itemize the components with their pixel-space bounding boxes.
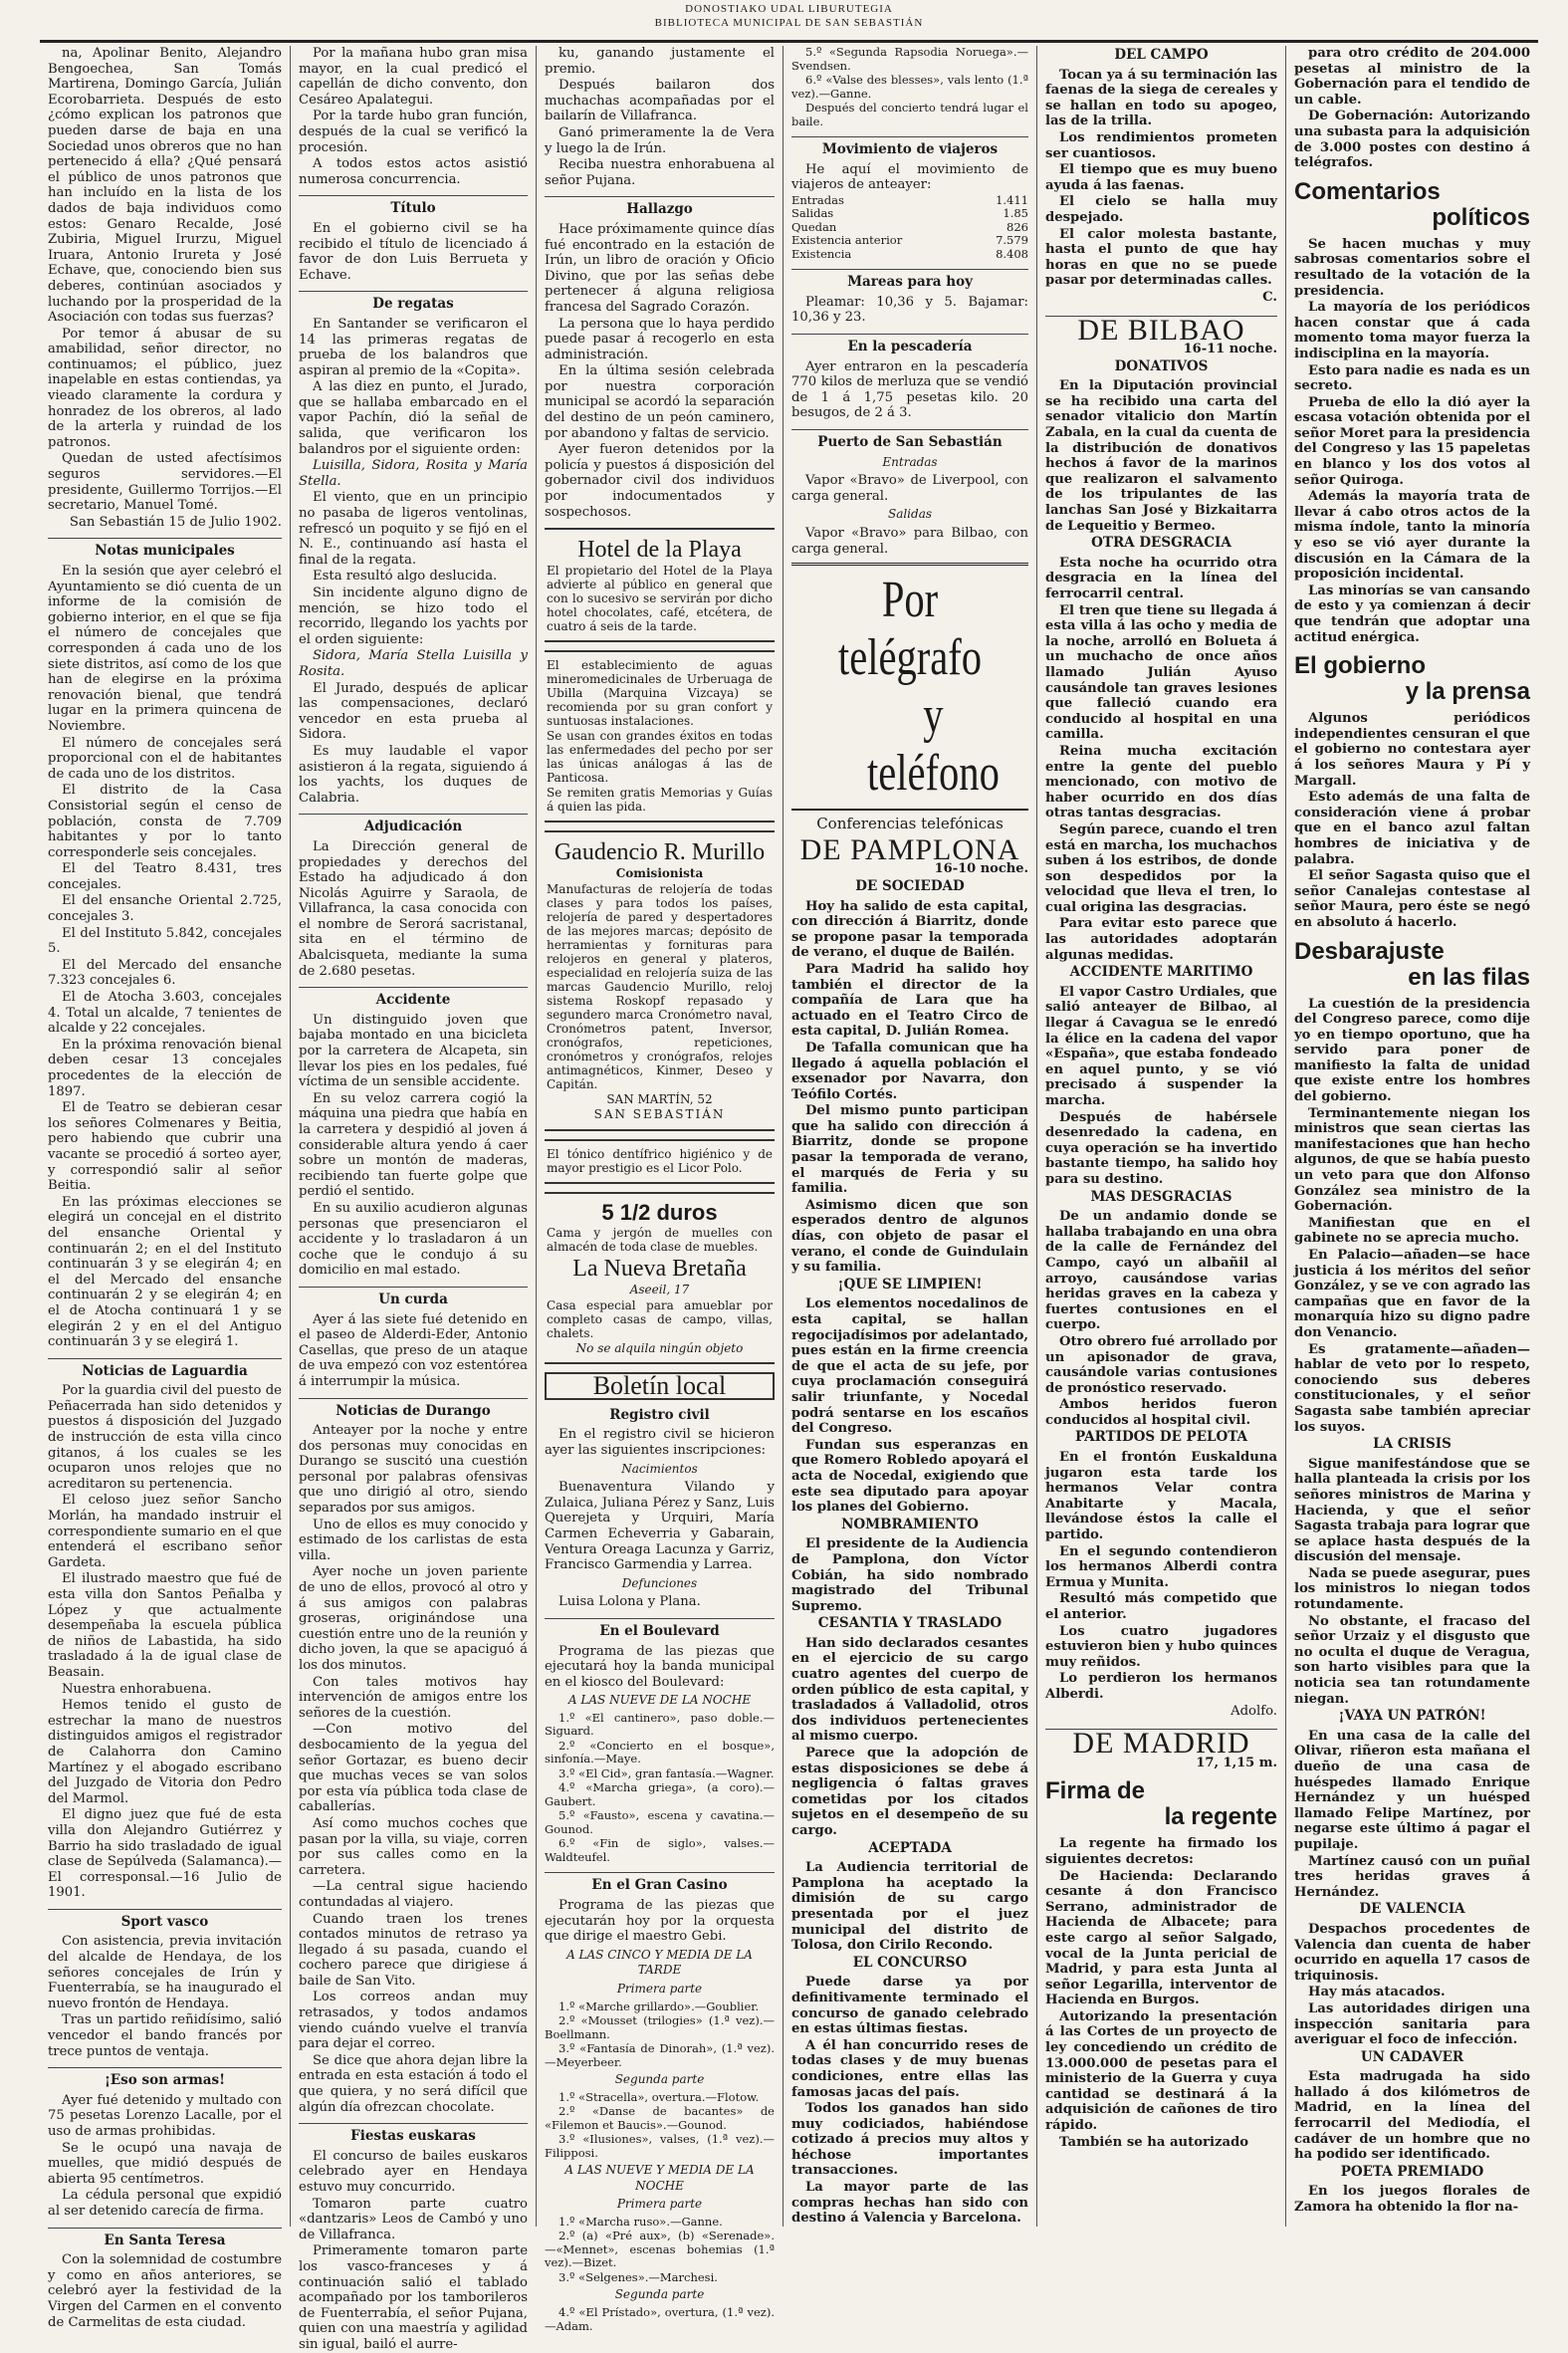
section-heading: En el Boulevard [545,1618,775,1640]
paragraph: Sigue manifestándose que se halla planteada la crisis por los señores ministros de Marina y Hacienda, y que el señor Sagasta trabaja para lograr que se aplace hasta después de la discusión del mensaje. [1294,1456,1530,1565]
paragraph: El Jurado, después de aplicar las compensaciones, declaró vencedor en esta prueba al Sidora. [299,680,528,743]
subheading: Nacimientos [621,1461,698,1476]
ad-text: El tónico dentífrico higiénico y de mayor prestigio es el Licor Polo. [547,1147,773,1175]
paragraph: Anteayer por la noche y entre dos personas muy conocidas en Durango se suscitó una cuestión personal por palabras ofensivas que uno dirigió al otro, siendo separados por sus amigos. [299,1423,528,1517]
section-heading: Un curda [299,1287,528,1308]
masthead [40,2,1538,43]
paragraph: Reciba nuestra enhorabuena al señor Pujana. [545,157,775,188]
paragraph: Martínez causó con un puñal tres heridas graves á Hernández. [1294,1853,1530,1900]
subheading: A LAS CINCO Y MEDIA DE LA TARDE [566,1947,753,1978]
list-item: 6.º «Fin de siglo», valses.—Waldteufel. [545,1836,775,1864]
paragraph: Luisa Lolona y Plana. [559,1594,701,1610]
section-heading: ¡VAYA UN PATRÓN! [1338,1708,1486,1725]
section-heading: DEL CAMPO [1114,47,1209,63]
paragraph: Las minorías se van cansando de esto y ya comienzan á decir que tendrán que adoptar una actitud enérgica. [1294,583,1530,645]
paragraph: En su auxilio acudieron algunas personas que presenciaron el accidente y lo trasladaron á un coche que le condujo á su domicilio en mal estado. [299,1200,528,1279]
paragraph: La cuestión de la presidencia del Congreso parece, como dije yo en tiempo oportuno, que ha servido para poner de manifiesto la falta de unidad que existe entre los hombres del gobierno. [1294,996,1530,1105]
section-heading: En el Gran Casino [545,1872,775,1894]
section-heading: Movimiento de viajeros [791,136,1028,158]
paragraph: El distrito de la Casa Consistorial según el censo de población, consta de 7.709 habitantes y por lo tanto corresponderle seis concejales. [48,783,282,860]
subheading: Salidas [887,507,933,522]
paragraph: Los rendimientos prometen ser cuantiosos. [1045,129,1277,161]
paragraph: Luisilla, Sidora, Rosita y María Stella. [299,458,528,489]
feature-heading-line2: en las filas [1408,963,1530,991]
ad-city: SAN SEBASTIÁN [593,1107,726,1122]
paragraph: Ayer noche un joven pariente de uno de ellos, provocó al otro y á sus amigos con palabras groseras, originándose una cuestión entre uno de la reunión y dicho joven, la que se apaciguó á los dos minutos. [299,1564,528,1673]
paragraph: Por temor á abusar de su amabilidad, señor director, no continuamos; el público, juez inapelable en estas contiendas, ya vieado claramente la cordura y honradez de los obreros, al lado de la arterla y ruindad de los patronos. [48,326,282,450]
program-list [545,2091,775,2161]
paragraph: —La central sigue haciendo contundadas al viajero. [299,1879,528,1910]
paragraph: De Tafalla comunican que ha llegado á aquella población el exsenador por Navarra, don Teófilo Cortés. [791,1040,1028,1102]
paragraph: En la última sesión celebrada por nuestra corporación municipal se acordó la separación del destino de un peón caminero, por abandono y faltas de servicio. [545,363,775,441]
paragraph: Fundan sus esperanzas en que Romero Robledo apoyará el acta de Nocedal, exigiendo que este sea diputado para apoyar los planes del Gobierno. [791,1437,1028,1516]
paragraph: Hace próximamente quince días fué encontrado en la estación de Irún, un libro de oración y Oficio Divino, que por las señas debe pertenecer á alguna religiosa francesa del Sagrado Corazón. [545,221,775,315]
paragraph: En Santander se verificaron el 14 las primeras regatas de prueba de los balandros que aspiran al premio de la «Copita». [299,316,528,378]
list-item: Después del concierto tendrá lugar el baile. [791,101,1028,128]
paragraph: El ilustrado maestro que fué de esta villa don Santos Peñalba y López y que actualmente desempeñaba la escuela pública de niños de Labastida, ha sido trasladado á la de igual clase de Beasain. [48,1571,282,1680]
paragraph: Con asistencia, previa invitación del alcalde de Hendaya, de los señores concejales de Irún y Fuenterrabía, se ha inaugurado el nuevo frontón de Hendaya. [48,1934,282,2011]
paragraph: Sin incidente alguno digno de mención, se hizo todo el recorrido, llegando los yachts por el orden siguiente: [299,586,528,647]
dateline: 16-11 noche. [1183,342,1277,357]
subheading: A LAS NUEVE Y MEDIA DE LA NOCHE [564,2163,755,2193]
section-heading: Noticias de Laguardia [48,1358,282,1380]
paragraph: Cuando traen los trenes contados minutos de retraso ya llegado á su pasada, cuando el cochero parece que dirigiese á baile de San Vito. [299,1911,528,1989]
table-value: 7.579 [996,233,1028,248]
table-row [791,221,1028,235]
paragraph: Ayer á las siete fué detenido en el paseo de Alderdi-Eder, Antonio Casellas, que preso de un ataque de uva empezó con voz estentórea á interrumpir la música. [299,1311,528,1389]
list-item: 6.º «Valse des blesses», vals lento (1.ª vez).—Ganne. [791,73,1028,101]
section-heading: OTRA DESGRACIA [1091,535,1232,552]
column-3 [537,46,784,2333]
section-heading: EL CONCURSO [852,1954,968,1971]
list-item: 3.º «Selgenes».—Marchesi. [559,2269,718,2284]
paragraph: Programa de las piezas que ejecutará hoy la banda municipal en el kiosco del Boulevard: [545,1643,775,1690]
list-item: 1.º «El cantinero», paso doble.—Siguard. [545,1710,775,1739]
subheading: Segunda parte [614,2287,705,2302]
section-heading: De regatas [299,291,528,313]
table-value: 1.411 [996,192,1028,207]
feature-heading-line2: y la prensa [1405,678,1530,706]
paragraph: Vapor «Bravo» para Bilbao, con carga general. [791,526,1028,557]
paragraph: Según parece, cuando el tren está en marcha, los muchachos suben á los estribos, de donde son despedidos por la velocidad que lleva el tren, lo cual origina las desgracias. [1045,822,1277,915]
paragraph: Resultó más competido que el anterior. [1045,1591,1277,1622]
list-item: 2.º «Mousset (trilogies» (1.ª vez).—Boellmann. [545,2013,775,2041]
program-list [791,46,1028,128]
telegraph-title-line1: Por telégrafo [837,572,983,687]
section-heading: CESANTIA Y TRASLADO [817,1615,1003,1632]
paragraph: Después de habérsele desenredado la cadena, en cuya operación se ha invertido bastante tiempo, ha salido hoy para su destino. [1045,1109,1277,1187]
paragraph: Del mismo punto participan que ha salido con dirección á Biarritz, donde se propone pasar la temporada de verano, el marqués de Feria y su familia. [791,1103,1028,1197]
subheading: Defunciones [621,1575,698,1590]
list-item: 3.º «Ilusiones», valses, (1.ª vez).—Filipposi. [545,2132,775,2160]
paragraph: Tomaron parte cuatro «dantzaris» Leos de Cambó y uno de Villafranca. [299,2196,528,2242]
section-heading: UN CADAVER [1360,2048,1464,2065]
paragraph: En el segundo contendieron los hermanos Alberdi contra Ermua y Munita. [1045,1543,1277,1590]
program-list [545,2216,775,2285]
table-label: Salidas [791,206,834,221]
list-item: 2.º (a) «Pré aux», (b) «Serenade».—«Mennet», escenas bohemias (1.ª vez).—Bizet. [545,2229,775,2270]
section-heading: NOMBRAMIENTO [841,1516,979,1532]
subheading: A LAS NUEVE DE LA NOCHE [567,1693,752,1708]
paragraph: Por la guardia civil del puesto de Peñacerrada han sido detenidos y puestos á disposición del Juzgado de instrucción de esta villa cinco gitanos, á los cuales se les ocuparon unos relojes que no acreditaron su pertenencia. [48,1383,282,1492]
paragraph: Hay más atacados. [1308,1985,1446,2000]
paragraph: Quedan de usted afectísimos seguros servidores.—El presidente, Guillermo Torrijos.—El secretario, Manuel Tomé. [48,451,282,514]
paragraph: En las próximas elecciones se elegirá un concejal en el distrito del ensanche Oriental y continuarán 2; en el del Instituto continuarán 3 y se elegirán 4; en el del Mercado del ensanche continuarán 2 y se elegirán 4; en el de Atocha continuará 1 y se elegirán 2 y en el del Antiguo continuarán 3 y se elegirá 1. [48,1194,282,1350]
column-5 [1037,46,1286,2227]
paragraph: Así como muchos coches que pasan por la villa, su viaje, corren por sus calles como en la carretera. [299,1815,528,1878]
ad-title: 5 1/2 duros [601,1200,718,1225]
paragraph: La persona que lo haya perdido puede pasar á recogerlo en esta administración. [545,316,775,362]
paragraph: Ayer fué detenido y multado con 75 pesetas Lorenzo Lacalle, por el uso de armas prohibidas. [48,2092,282,2139]
paragraph: A todos estos actos asistió numerosa concurrencia. [299,156,528,187]
table-value: 1.85 [1003,206,1028,221]
paragraph: El celoso juez señor Sancho Morlán, ha mandado instruir el correspondiente sumario en el que entenderá el escribano señor Gardeta. [48,1493,282,1570]
paragraph: A las diez en punto, el Jurado, que se hallaba embarcado en el vapor Pachín, dió la señal de salida, que verificaron los balandros por el siguiente orden: [299,379,528,457]
dateline: San Sebastián 15 de Julio 1902. [69,514,282,530]
program-list [545,2306,775,2333]
paragraph: En el frontón Euskalduna jugaron esta tarde los hermanos Velar contra Anabitarte y Macala, llevándose éstos la calle el partido. [1045,1450,1277,1543]
paragraph: Buenaventura Vilando y Zulaica, Juliana Pérez y Sanz, Luis Querejeta y Urquiri, María Carmen Echeverria y Gabarain, Ventura Oreaga Lacunza y Garriz, Francisco Garmendia y Larrea. [545,1480,775,1573]
paragraph: Esto además de una falta de consideración viene á probar que en el banco azul faltan hombres de iniciativa y de palabra. [1294,790,1530,867]
paragraph: Otro obrero fué arrollado por un apisonador de grava, causándole varias contusiones de pronóstico reservado. [1045,1333,1277,1396]
paragraph: Por la mañana hubo gran misa mayor, en la cual predicó el capellán de dicho convento, don Cesáreo Apalategui. [299,46,528,108]
ad-address: SAN MARTÍN, 52 [606,1091,713,1106]
paragraph: El presidente de la Audiencia de Pamplona, don Víctor Cobián, ha sido nombrado magistrado del Tribunal Supremo. [791,1536,1028,1614]
section-heading: Sport vasco [48,1909,282,1931]
paragraph: La mayor parte de las compras hechas han sido con destino á Valencia y Barcelona. [791,2180,1028,2227]
paragraph: Hemos tenido el gusto de estrechar la mano de nuestros distinguidos amigos el registrador de Calahorra don Camino Martínez y el abogado escribano del Juzgado de Vitoria don Pedro del Marmol. [48,1698,282,1806]
list-item: 5.º «Segunda Rapsodia Noruega».—Svendsen. [791,45,1028,73]
section-heading: Registro civil [609,1406,710,1423]
paragraph: La mayoría de los periódicos hacen constar que á cada momento toma mayor fuerza la indisciplina en la mayoría. [1294,300,1530,361]
section-heading: Adjudicación [299,814,528,835]
section-heading: Mareas para hoy [791,269,1028,291]
paragraph: Ayer entraron en la pescadería 770 kilos de merluza que se vendió de 1 á 1,75 pesetas kilo. 20 besugos, de 2 á 3. [791,358,1028,421]
paragraph: Se hacen muchas y muy sabrosas comentarios sobre el resultado de la votación de la presidencia. [1294,236,1530,299]
list-item: 1.º «Marcha ruso».—Ganne. [559,2214,723,2229]
paragraph: Hoy ha salido de esta capital, con dirección á Biarritz, donde se propone pasar la temporada de verano, el duque de Bailén. [791,898,1028,961]
paragraph: Se dice que ahora dejan libre la entrada en esta estación á todo el que quiera, y no será difícil que algún día ofrezcan chocolate. [299,2052,528,2115]
ad-text: Casa especial para amueblar por completo casas de campo, villas, chalets. [547,1297,773,1340]
paragraph: Terminantemente niegan los ministros que sean ciertas las manifestaciones que han hecho algunos, de que se había puesto un veto para que don Alfonso González sea ministro de la Gobernación. [1294,1105,1530,1215]
dateline: 16-10 noche. [934,861,1028,877]
feature-heading [1294,653,1530,705]
paragraph: Esta resultó algo deslucida. [313,569,498,585]
ad-text: Manufacturas de relojería de todas clases y para todos los países, relojería de pared y despertadores de las mejores marcas; depósito de herramientas y fornituras para relojeros en general y plateros, especialidad en relojería suiza de las marcas Gaudencio Murillo, reloj sistema Roskopf repasado y segundero marca Cronómetro naval, Cronómetros patent, Inversor, cronógrafos, repeticiones, cronómetros y cronógrafos, relojes antimagnéticos, Kinmer, Deseo y Capitán. [547,881,773,1091]
ad-title: Hotel de la Playa [577,537,742,564]
paragraph: Un distinguido joven que bajaba montado en una bicicleta por la carretera de Alcapeta, sin llevar los pies en los pedales, fué víctima de un sensible accidente. [299,1012,528,1090]
section-heading: En la pescadería [791,334,1028,355]
paragraph: El digno juez que fué de esta villa don Alejandro Gutiérrez y Barrio ha sido trasladado de igual clase de Sepúlveda (Salamanca).—El corresponsal.—16 Julio de 1901. [48,1807,282,1901]
section-heading: DE SOCIEDAD [855,877,965,894]
ad-text: Se remiten gratis Memorias y Guías á quien las pida. [547,786,773,815]
traveler-table [791,194,1028,262]
paragraph: La Dirección general de propiedades y derechos del Estado ha adjudicado á don Nicolás Aguirre y Saraola, de Villafranca, la casa conocida con el nombre de Serorá sacristanal, sita en el término de Abalcisqueta, mediante la suma de 2.680 pesetas. [299,838,528,979]
feature-heading [1294,179,1530,231]
feature-heading-line1: El gobierno [1294,652,1426,680]
paragraph: Despachos procedentes de Valencia dan cuenta de haber ocurrido en aquella 17 casos de triquinosis. [1294,1921,1530,1984]
section-heading: Accidente [299,987,528,1009]
masthead-line2: BIBLIOTECA MUNICIPAL DE SAN SEBASTIÁN [654,17,924,29]
paragraph: El número de concejales será proporcional con el de habitantes de cada uno de los distritos. [48,735,282,782]
table-value: 826 [1007,219,1028,234]
newspaper-page [40,45,1538,2352]
section-heading: ACCIDENTE MARITIMO [1069,964,1253,981]
signature: Adolfo. [1231,1703,1277,1719]
paragraph: Puede darse ya por definitivamente terminado el concurso de ganado celebrado en estas últimas fiestas. [791,1975,1028,2037]
city-heading: DE PAMPLONA [799,832,1020,866]
paragraph: De un andamio donde se hallaba trabajando en una obra de la calle de Fernández del Campo, cayó un albañil al arroyo, causándose varias heridas graves en la cabeza y fuertes contusiones en el cuerpo. [1045,1209,1277,1333]
table-row [791,248,1028,262]
paragraph: El tren que tiene su llegada á esta villa á las ocho y media de la noche, arrolló en Bolueta á un muchacho de once años llamado Julián Ayuso causándole tan graves lesiones que falleció cuando era conducido al hospital en una camilla. [1045,602,1277,743]
section-heading: LA CRISIS [1373,1436,1452,1453]
paragraph: De Gobernación: Autorizando una subasta para la adquisición de 3.000 postes con destino á telégrafos. [1294,109,1530,171]
list-item: 3.º «Fantasía de Dinorah», (1.ª vez).—Meyerbeer. [545,2041,775,2069]
paragraph: Lo perdieron los hermanos Alberdi. [1045,1671,1277,1702]
paragraph: He aquí el movimiento de viajeros de anteayer: [791,161,1028,193]
conferences-label: Conferencias telefónicas [816,815,1004,833]
feature-heading-line1: Comentarios [1294,177,1441,205]
advertisement-dentifrice [545,1139,775,1184]
section-heading: ACEPTADA [868,1839,952,1856]
telegraph-banner [791,563,1028,811]
table-row [791,194,1028,208]
paragraph: A él han concurrido reses de todas clases y de muy buenas condiciones, entre ellas las famosas jacas del país. [791,2037,1028,2100]
signature: C. [1262,289,1277,305]
paragraph: Los elementos nocedalinos de esta capital, se hallan regocijadísimos por adelantado, pues están en la firme creencia de que el acta de su jefe, por cuya proclamación conseguirá salir triunfante, y Nocedal podrá sentarse en los escaños del Congreso. [791,1296,1028,1437]
paragraph: También se ha autorizado [1059,2134,1249,2150]
paragraph: Después bailaron dos muchachas acompañadas por el bailarín de Villafranca. [545,78,775,124]
paragraph: Tocan ya á su terminación las faenas de la siega de cereales y se hallan en todo su apogeo, las de la trilla. [1045,67,1277,129]
advertisement-hotel [545,528,775,642]
feature-heading [1045,1778,1277,1830]
section-heading: DE VALENCIA [1359,1901,1465,1918]
paragraph: Para Madrid ha salido hoy también el director de la compañía de Lara que ha actuado en el Teatro Circo de esta capital, D. Julián Romea. [791,961,1028,1040]
paragraph: En la Diputación provincial se ha recibido una carta del senador vitalicio don Martín Zabala, en la cual da cuenta de la distribución de donativos hechos á favor de la marinos que realizaron el salvamento de los tripulantes de las lanchas San José y Bizkaitarra de Lequeitio y Bermeo. [1045,378,1277,534]
paragraph: Nada se puede asegurar, pues los ministros lo niegan todos rotundamente. [1294,1565,1530,1613]
table-label: Quedan [791,219,837,234]
city-heading: DE BILBAO [1045,316,1277,339]
ad-text: El propietario del Hotel de la Playa advierte al público en general que con lo sucesivo se servirán por dicho hotel chocolates, café, etcétera, de cuatro á seis de la tarde. [547,564,773,634]
paragraph: Algunos periódicos independientes censuran el que el gobierno no contestara ayer á los señores Maura y Pí y Margall. [1294,711,1530,789]
masthead-line1: DONOSTIAKO UDAL LIBURUTEGIA [685,3,893,15]
paragraph: Nuestra enhorabuena. [62,1681,212,1697]
list-item: 2.º «Danse de bacantes» de «Filemon et Baucis».—Gounod. [545,2104,775,2132]
section-heading: Notas municipales [48,538,282,560]
paragraph: En una casa de la calle del Olivar, riñeron esta mañana el dueño de una casa de huéspedes llamado Enrique Hernández y un huésped llamado Felipe Martínez, por negarse este último á pagar el pupilaje. [1294,1728,1530,1852]
paragraph: La cédula personal que expidió al ser detenido carecía de firma. [48,2188,282,2219]
advertisement-furniture [545,1192,775,1364]
program-list [545,2000,775,2070]
paragraph: Primeramente tomaron parte los vasco-franceses y á continuación salió el tablado acompañado por los tamborileros de Fuenterrabía, el señor Pujana, quien con una maestría y agilidad sin igual, bailó el aurre- [299,2243,528,2352]
city-heading: DE MADRID [1045,1729,1277,1752]
ad-title: Gaudencio R. Murillo [554,839,766,866]
section-heading: En Santa Teresa [48,2228,282,2249]
paragraph: Manifiestan que en el gabinete no se aprecia mucho. [1294,1215,1530,1247]
feature-heading [1294,939,1530,991]
paragraph: El de Atocha 3.603, concejales 4. Total un alcalde, 7 tenientes de alcalde y 22 concejales. [48,990,282,1037]
column-1 [40,46,291,2330]
list-item: 4.º «Marcha griega», (a coro).—Gaubert. [545,1780,775,1808]
paragraph: El concurso de bailes euskaros celebrado ayer en Hendaya estuvo muy concurrido. [299,2148,528,2195]
dateline: 17, 1,15 m. [1196,1755,1277,1770]
table-row [791,234,1028,248]
boletin-local-title: Boletín local [545,1372,775,1400]
section-heading: PARTIDOS DE PELOTA [1074,1429,1248,1446]
paragraph: Reina mucha excitación entre la gente del pueblo mencionado, con motivo de haber ocurrido en dos días otras tantas desgracias. [1045,743,1277,822]
paragraph: Para evitar esto parece que las autoridades adoptarán algunas medidas. [1045,916,1277,963]
paragraph: El de Teatro se debieran cesar los señores Colmenares y Beitia, pero habiendo que cubrir una vacante se procedió á sorteo ayer, y correspondió salir al señor Beitia. [48,1100,282,1194]
table-label: Existencia anterior [791,233,903,248]
section-heading: Título [299,195,528,217]
section-heading: Hallazgo [545,196,775,218]
paragraph: El del Teatro 8.431, tres concejales. [48,861,282,892]
list-item: 4.º «El Prístado», overtura, (1.ª vez).—Adam. [545,2305,775,2333]
program-list [545,1712,775,1865]
list-item: 1.º «Stracella», overtura.—Flotow. [559,2089,760,2104]
feature-heading-line2: la regente [1164,1803,1277,1831]
paragraph: Autorizando la presentación á las Cortes de un proyecto de ley concediendo un crédito de 13.000.000 de pesetas para el ministerio de la Guerra y cuya cantidad se destinará á la adquisición de cañones de tiro rápido. [1045,2008,1277,2134]
ad-note: No se alquila ningún objeto [575,1340,744,1355]
paragraph: En la sesión que ayer celebró el Ayuntamiento se dió cuenta de un informe de la comisión de gobierno interior, en el que se fija el número de concejales que corresponden á cada uno de los siete distritos, así como de los que han de elegirse en la próxima renovación bienal, que tendrá lugar en la primera quincena de Noviembre. [48,564,282,734]
paragraph: El señor Sagasta quiso que el señor Canalejas contestase al señor Maura, pero éste se negó en absoluto á hacerlo. [1294,868,1530,930]
list-item: 2.º «Concierto en el bosque», sinfonía.—Maye. [545,1738,775,1766]
column-6 [1286,46,1538,2227]
ad-text: Cama y jergón de muelles con almacén de toda clase de muebles. [547,1226,773,1254]
paragraph: Todos los ganados han sido muy codiciados, habiéndose cotizado á precios muy altos y héchose importantes transacciones. [791,2101,1028,2179]
paragraph: Las autoridades dirigen una inspección sanitaria para averiguar el foco de infección. [1294,2000,1530,2048]
paragraph: Es muy laudable el vapor asistieron á la regata, siguiendo á los yachts, los duques de Calabria. [299,743,528,806]
table-label: Entradas [791,192,844,207]
paragraph: En el gobierno civil se ha recibido el título de licenciado á favor de don Luis Berrueta y Echave. [299,220,528,283]
paragraph: En el registro civil se hicieron ayer las siguientes inscripciones: [545,1427,775,1458]
paragraph: De Hacienda: Declarando cesante á don Francisco Serrano, administrador de Hacienda de Albacete; para este cargo al señor Salgado, vocal de la Junta pericial de Madrid, y para esta Junta al señor Legarilla, interventor de Hacienda en Burgos. [1045,1868,1277,2008]
section-heading: ¡QUE SE LIMPIEN! [837,1276,983,1293]
paragraph: na, Apolinar Benito, Alejandro Bengoechea, San Tomás Martirena, Domingo García, Julián Ecorobarrieta. Después de esto ¿cómo explican los patronos que pueden darse de baja en una Sociedad unos obreros que no han pertenecido á ella? ¿Qué pensará el público de unos patronos que han incluído en la lista de los dados de baja individuos como estos: Genaro Recalde, José Zubiria, Miguel Irurzu, Miguel Iruara, Antonio Irureta y José Echave, que, conociendo bien sus deberes, continúan asociados y luchando por la prosperidad de la Asociación con todas sus fuerzas? [48,46,282,326]
paragraph: Pleamar: 10,36 y 5. Bajamar: 10,36 y 23. [791,294,1028,326]
paragraph: Los correos andan muy retrasados, y todos andamos viendo cuándo vuelve el tranvía para dejar el correo. [299,1990,528,2052]
paragraph: Esto para nadie es nada es un secreto. [1294,362,1530,394]
paragraph: El calor molesta bastante, hasta el punto de que hay horas en que no se puede pasar por determinadas calles. [1045,226,1277,289]
paragraph: En su veloz carrera cogió la máquina una piedra que había en la carretera y despidió al joven á considerable altura yendo á caer sobre un montón de maderas, recibiendo tan fuerte golpe que perdió el sentido. [299,1090,528,1200]
paragraph: El cielo se halla muy despejado. [1045,194,1277,225]
table-label: Existencia [791,246,852,261]
advertisement-spa [545,650,775,823]
paragraph: Se le ocupó una navaja de muelles, que midió después de abierta 95 centímetros. [48,2140,282,2187]
paragraph: La Audiencia territorial de Pamplona ha aceptado la dimisión de su cargo presentada por el juez municipal del distrito de Tolosa, don Cirilo Recondo. [791,1860,1028,1954]
section-heading: ¡Eso son armas! [48,2067,282,2089]
section-heading: Puerto de San Sebastián [791,429,1028,451]
paragraph: El vapor Castro Urdiales, que salió anteayer de Bilbao, al llegar á Cavagua se le enredó la élice en la cadena del vapor «España», que estaba fondeado en aquel punto, y se vió precisado á suspender la marcha. [1045,984,1277,1108]
paragraph: El viento, que en un principio no pasaba de ligeros ventolinas, refrescó un poquito y se fijó en el N. E., continuando así hasta el final de la regata. [299,490,528,568]
subheading: Primera parte [616,1981,703,1996]
subheading: Entradas [882,454,938,469]
paragraph: Han sido declarados cesantes en el ejercicio de su cargo cuatro agentes del cuerpo de orden público de esta capital, y trasladados á Valladolid, otros dos individuos pertenecientes al mismo cuerpo. [791,1635,1028,1745]
ad-title: La Nueva Bretaña [572,1256,747,1282]
paragraph: Esta madrugada ha sido hallado á dos kilómetros de Madrid, en la línea del ferrocarril del Mediodía, el cadáver de un hombre que no ha podido ser identificado. [1294,2069,1530,2163]
paragraph: Ayer fueron detenidos por la policía y puestos á disposición del gobernador civil dos individuos por indocumentados y sospechosos. [545,442,775,520]
section-heading: MAS DESGRACIAS [1090,1188,1232,1205]
paragraph: Es gratamente—añaden—hablar de veto por lo respeto, conociendo sus deberes constitucionales, y el señor Sagasta sabe también apreciar los suyos. [1294,1341,1530,1435]
table-value: 8.408 [996,246,1028,261]
list-item: 1.º «Marche grillardo».—Goublier. [559,1999,760,2013]
subheading: Segunda parte [614,2072,705,2087]
section-heading: POETA PREMIADO [1340,2163,1484,2180]
ad-text: El establecimiento de aguas mineromedicinales de Urberuaga de Ubilla (Marquina Vizcaya) se recomienda por su gran confort y suntuosas instalaciones. [547,658,773,729]
table-row [791,207,1028,221]
list-item: 5.º «Fausto», escena y cavatina.—Gounod. [545,1808,775,1836]
paragraph: Sidora, María Stella Luisilla y Rosita. [299,648,528,679]
paragraph: La regente ha firmado los siguientes decretos: [1045,1836,1277,1867]
paragraph: Vapor «Bravo» de Liverpool, con carga general. [791,473,1028,504]
paragraph: Esta noche ha ocurrido otra desgracia en la línea del ferrocarril central. [1045,555,1277,601]
paragraph: En Palacio—añaden—se hace justicia á los méritos del señor González, y se ve con agrado las campañas que en favor de la monarquía hizo su digno padre don Venancio. [1294,1248,1530,1340]
paragraph: Parece que la adopción de estas disposiciones se debe á negligencia ó faltas graves cometidas por los citados sujetos en el desempeño de su cargo. [791,1746,1028,1838]
ad-subtitle: Comisionista [615,866,704,881]
paragraph: El del Mercado del ensanche 7.323 concejales 6. [48,957,282,989]
paragraph: Ganó primeramente la de Vera y luego la de Irún. [545,124,775,156]
paragraph: ku, ganando justamente el premio. [545,46,775,77]
feature-heading-line2: políticos [1432,203,1530,231]
ad-text: Se usan con grandes éxitos en todas las enfermedades del pecho por ser las únicas análogas á las de Panticosa. [547,729,773,786]
paragraph: para otro crédito de 204.000 pesetas al ministro de la Gobernación para el tendido de un cable. [1294,46,1530,108]
paragraph: Tras un partido reñidísimo, salió vencedor el bando francés por trece puntos de ventaja. [48,2012,282,2059]
paragraph: Con tales motivos hay intervención de amigos entre los señores de la cuestión. [299,1674,528,1721]
feature-heading-line1: Firma de [1045,1777,1146,1805]
section-heading: Noticias de Durango [299,1398,528,1420]
paragraph: Con la solemnidad de costumbre y como en años anteriores, se celebró ayer la festividad de la Virgen del Carmen en el convento de Carmelitas de esta ciudad. [48,2252,282,2330]
paragraph: Asimismo dicen que son esperados dentro de algunos días, con objeto de pasar el verano, el conde de Guindulain y su familia. [791,1197,1028,1276]
paragraph: El tiempo que es muy bueno ayuda á las faenas. [1045,162,1277,193]
paragraph: En los juegos florales de Zamora ha obtenido la flor na- [1294,2184,1530,2216]
subheading: Primera parte [616,2197,703,2212]
column-2 [291,46,537,2352]
paragraph: Por la tarde hubo gran función, después de la cual se verificó la procesión. [299,109,528,155]
paragraph: Los cuatro jugadores estuvieron bien y hubo quinces muy reñidos. [1045,1623,1277,1670]
paragraph: —Con motivo del desbocamiento de la yegua del señor Gortazar, es bueno decir que muchas veces se van solos por esta vía pública toda clase de caballerías. [299,1722,528,1815]
feature-heading-line1: Desbarajuste [1294,937,1445,965]
paragraph: Prueba de ello la dió ayer la escasa votación obtenida por el señor Moret para la presidencia del Congreso y las 15 papeletas en blanco y los dos votos al señor Quiroga. [1294,394,1530,488]
telegraph-title-line2: y teléfono [866,687,1000,803]
advertisement-watchmaker [545,830,775,1131]
paragraph: El del ensanche Oriental 2.725, concejales 3. [48,893,282,925]
section-heading: DONATIVOS [1114,357,1209,374]
list-item: 3.º «El Cid», gran fantasía.—Wagner. [559,1765,775,1780]
paragraph: Programa de las piezas que ejecutarán hoy por la orquesta que dirige el maestro Gebi. [545,1897,775,1945]
paragraph: Además la mayoría trata de llevar á cabo otros actos de la misma índole, tanto la minoría y eso se vió ayer durante la discusión en la Cámara de la proposición incidental. [1294,489,1530,583]
section-heading: Fiestas euskaras [299,2123,528,2145]
paragraph: No obstante, el fracaso del señor Urzaiz y el disgusto que no oculta el duque de Veragua, son harto visibles para que la noticia sea tan rotundamente niegan. [1294,1613,1530,1707]
ad-address: Aseeil, 17 [629,1283,690,1296]
paragraph: En la próxima renovación bienal deben cesar 13 concejales procedentes de la elección de 1897. [48,1037,282,1099]
paragraph: Uno de ellos es muy conocido y estimado de los carlistas de esta villa. [299,1517,528,1563]
paragraph: El del Instituto 5.842, concejales 5. [48,925,282,957]
column-4 [784,46,1037,2227]
paragraph: Ambos heridos fueron conducidos al hospital civil. [1045,1397,1277,1428]
